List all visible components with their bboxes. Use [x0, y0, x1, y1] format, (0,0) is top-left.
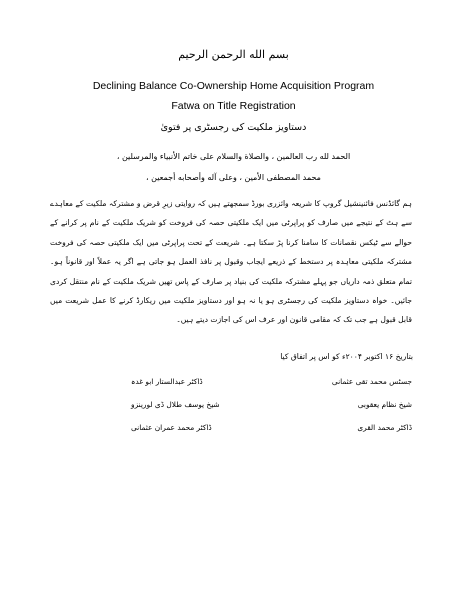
signatory-name: ڈاکٹر محمد القری — [357, 423, 412, 432]
signatory-name: ڈاکٹر محمد عمران عثمانی — [131, 423, 212, 432]
signatory-name: جسٹس محمد تقی عثمانی — [331, 377, 412, 386]
bismillah-heading: بسم الله الرحمن الرحیم — [178, 48, 289, 61]
signatory-name: شیخ نظام یعقوبی — [357, 400, 412, 409]
praise-line-2: محمد المصطفی الأمین ، وعلی آله وأصحابه أجمعین ، — [146, 173, 321, 182]
agreement-date-line: بتاریخ ۱۶ اکتوبر ۲۰۰۴ء کو اس پر اتفاق کیا — [280, 352, 413, 361]
praise-line-1: الحمد لله رب العالمین ، والصلاة والسلام علی خاتم الأنبیاء والمرسلین ، — [116, 152, 351, 161]
fatwa-body-text: ہم گائڈنس فائنینشیل گروپ کا شریعہ وائزری بورڈ سمجھتے ہیں کہ روایتی زیرِ قرض و مشترکہ ملکیت کے معاہدے سے ہٹ کے نتیجے میں صارف کو پراپرٹی میں ایک ملکیتی حصہ کی فروخت کو شریک ملکیت کے نام پر کرانے کے حوالے سے ٹیکس نقصانات کا سامنا کرنا پڑ سکتا ہے۔ شریعت کے تحت پراپرٹی میں ایک ملکیتی حصہ کی فروخت مشترکہ ملکیتی معاہدہ پر دستخط کے ذریعے ایجاب وقبول پر نافذ العمل ہو جاتی ہے اگر یہ عملاً اور قانوناً ہو۔ تمام متعلق ذمہ داریاں جو پہلے مشترکہ ملکیت کی بنیاد پر صارف کے پاس تھیں شریک ملکیت کے نام منتقل کردی جائیں۔ خواہ دستاویز ملکیت کی رجسٹری ہو یا نہ ہو اور دستاویز ملکیت میں ریکارڈ کرنے کا عمل شریعت میں قابل قبول ہے جب تک کہ مقامی قانون اور عرف اس کی اجازت دیتے ہیں۔ — [50, 199, 412, 325]
signatory-name: ڈاکٹر عبدالستار ابو غدہ — [131, 377, 203, 386]
fatwa-subtitle: Fatwa on Title Registration — [171, 100, 296, 112]
urdu-title: دستاویز ملکیت کی رجسٹری پر فتویٰ — [160, 122, 307, 133]
signatory-name: شیخ یوسف طلال ڈی لورینزو — [131, 400, 220, 409]
program-title: Declining Balance Co-Ownership Home Acquisition Program — [92, 80, 375, 92]
